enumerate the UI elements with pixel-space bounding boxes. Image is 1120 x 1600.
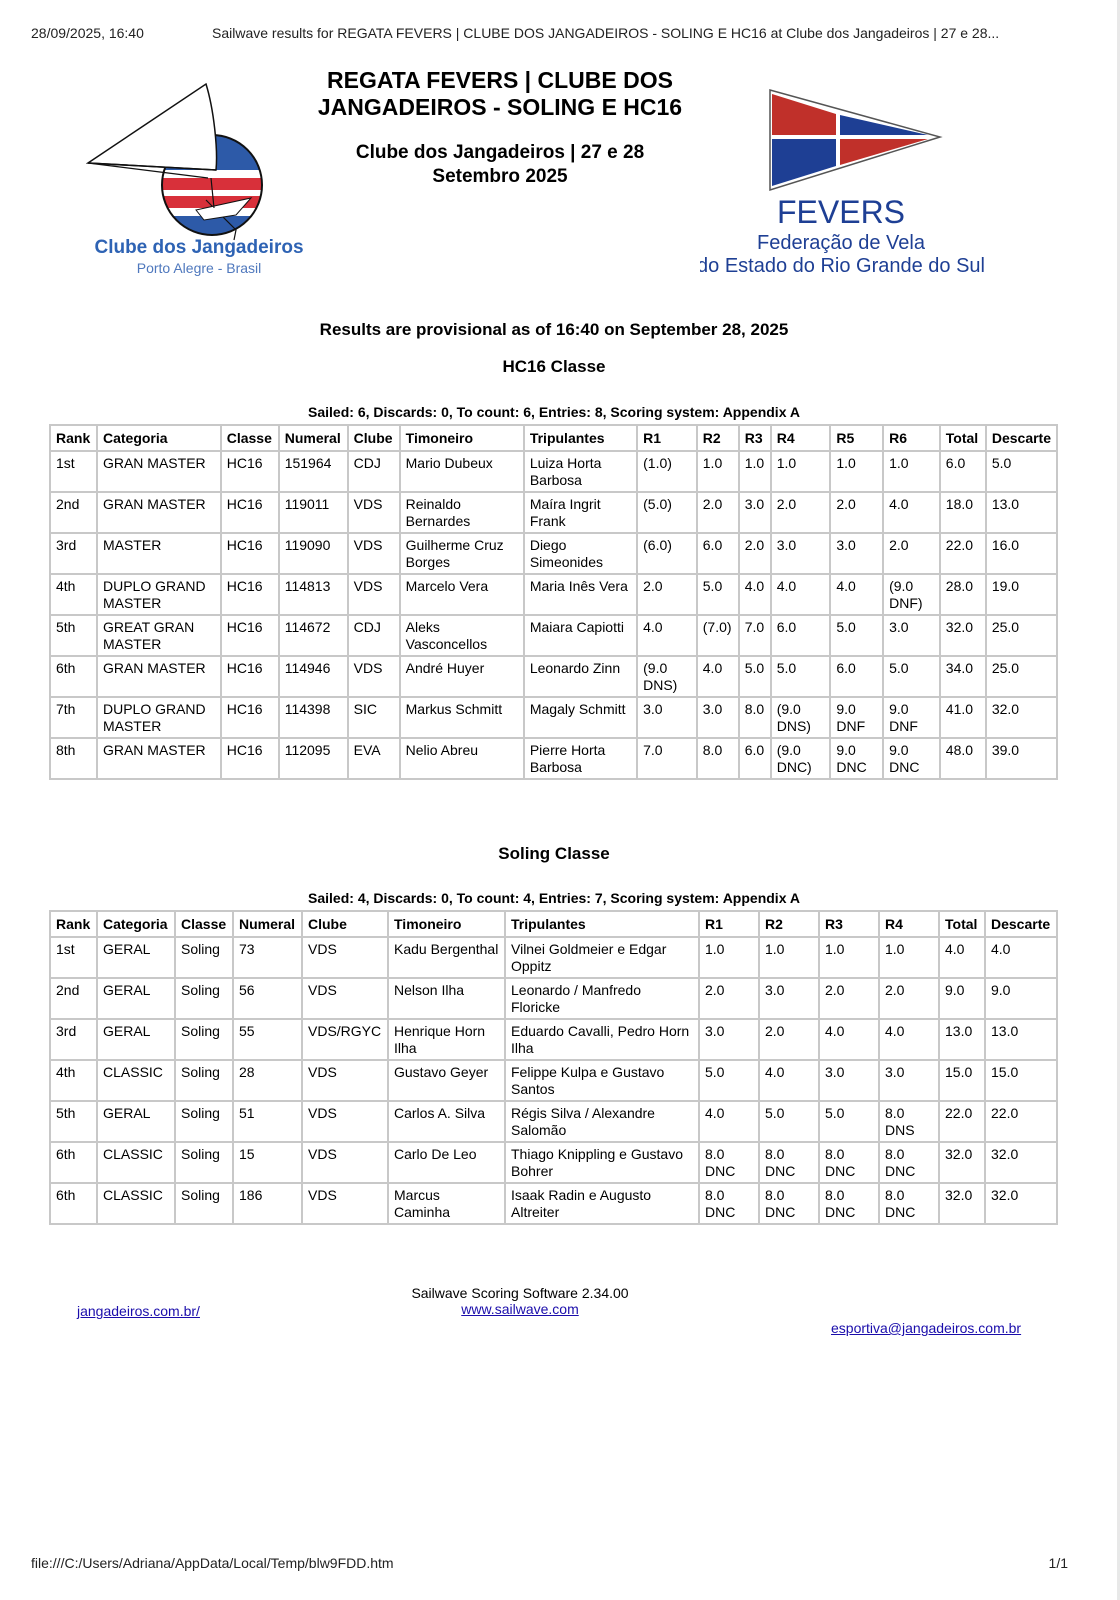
cell-clube: CDJ bbox=[348, 451, 400, 492]
cell-timoneiro: Guilherme Cruz Borges bbox=[400, 533, 524, 574]
col-rank: Rank bbox=[50, 911, 97, 937]
cell-numeral: 186 bbox=[233, 1183, 302, 1224]
cell-categoria: GREAT GRAN MASTER bbox=[97, 615, 221, 656]
cell-r3: 4.0 bbox=[819, 1019, 879, 1060]
cell-timoneiro: André Huyer bbox=[400, 656, 524, 697]
cell-r3: 8.0 bbox=[739, 697, 771, 738]
cell-classe: Soling bbox=[175, 1142, 233, 1183]
cell-clube: VDS bbox=[302, 1101, 388, 1142]
cell-descarte: 39.0 bbox=[986, 738, 1057, 779]
cell-categoria: GERAL bbox=[97, 1101, 175, 1142]
cell-tripulantes: Maria Inês Vera bbox=[524, 574, 637, 615]
cell-r2: 3.0 bbox=[697, 697, 739, 738]
cell-r4: 8.0 DNS bbox=[879, 1101, 939, 1142]
cell-classe: HC16 bbox=[221, 615, 279, 656]
cell-tripulantes: Leonardo / Manfredo Floricke bbox=[505, 978, 699, 1019]
cell-total: 13.0 bbox=[939, 1019, 985, 1060]
cell-r1: (1.0) bbox=[637, 451, 697, 492]
cell-tripulantes: Pierre Horta Barbosa bbox=[524, 738, 637, 779]
cell-tripulantes: Eduardo Cavalli, Pedro Horn Ilha bbox=[505, 1019, 699, 1060]
col-r2: R2 bbox=[759, 911, 819, 937]
cell-clube: VDS bbox=[348, 533, 400, 574]
cell-r4: (9.0 DNS) bbox=[771, 697, 831, 738]
cell-r2: 2.0 bbox=[697, 492, 739, 533]
cell-numeral: 51 bbox=[233, 1101, 302, 1142]
col-r4: R4 bbox=[879, 911, 939, 937]
cell-r4: 2.0 bbox=[771, 492, 831, 533]
cell-descarte: 19.0 bbox=[986, 574, 1057, 615]
cell-r3: 5.0 bbox=[739, 656, 771, 697]
cell-rank: 1st bbox=[50, 937, 97, 978]
col-timoneiro: Timoneiro bbox=[388, 911, 505, 937]
cell-numeral: 114672 bbox=[279, 615, 348, 656]
cell-r3: 6.0 bbox=[739, 738, 771, 779]
cell-numeral: 56 bbox=[233, 978, 302, 1019]
cell-tripulantes: Magaly Schmitt bbox=[524, 697, 637, 738]
cell-r3: 1.0 bbox=[739, 451, 771, 492]
cell-rank: 4th bbox=[50, 574, 97, 615]
table-header-row bbox=[50, 911, 1057, 937]
cell-r4: 1.0 bbox=[879, 937, 939, 978]
cell-r4: 4.0 bbox=[771, 574, 831, 615]
cell-r3: 8.0 DNC bbox=[819, 1183, 879, 1224]
cell-rank: 1st bbox=[50, 451, 97, 492]
col-tripulantes: Tripulantes bbox=[505, 911, 699, 937]
table-row bbox=[50, 656, 1057, 697]
cell-r2: 8.0 bbox=[697, 738, 739, 779]
cell-numeral: 73 bbox=[233, 937, 302, 978]
cell-categoria: MASTER bbox=[97, 533, 221, 574]
cell-r4: 6.0 bbox=[771, 615, 831, 656]
cell-total: 34.0 bbox=[940, 656, 986, 697]
cell-r3: 3.0 bbox=[819, 1060, 879, 1101]
email-link[interactable]: esportiva@jangadeiros.com.br bbox=[831, 1320, 1022, 1336]
cell-r1: 3.0 bbox=[637, 697, 697, 738]
cell-categoria: CLASSIC bbox=[97, 1183, 175, 1224]
cell-r2: 8.0 DNC bbox=[759, 1142, 819, 1183]
cell-timoneiro: Marcus Caminha bbox=[388, 1183, 505, 1224]
fevers-logo bbox=[700, 85, 1020, 285]
cell-tripulantes: Leonardo Zinn bbox=[524, 656, 637, 697]
provisional-notice: Results are provisional as of 16:40 on September 28, 2025 bbox=[319, 320, 789, 339]
col-r2: R2 bbox=[697, 425, 739, 451]
cell-r6: 2.0 bbox=[883, 533, 940, 574]
cell-descarte: 32.0 bbox=[986, 697, 1057, 738]
cell-r6: 5.0 bbox=[883, 656, 940, 697]
table-row bbox=[50, 1101, 1057, 1142]
cell-r4: 1.0 bbox=[771, 451, 831, 492]
cell-clube: SIC bbox=[348, 697, 400, 738]
cell-numeral: 114813 bbox=[279, 574, 348, 615]
col-r4: R4 bbox=[771, 425, 831, 451]
col-r3: R3 bbox=[739, 425, 771, 451]
table-row bbox=[50, 1060, 1057, 1101]
cell-r3: 7.0 bbox=[739, 615, 771, 656]
cell-r2: 5.0 bbox=[697, 574, 739, 615]
cell-clube: VDS bbox=[348, 574, 400, 615]
cell-classe: Soling bbox=[175, 1019, 233, 1060]
cell-r3: 5.0 bbox=[819, 1101, 879, 1142]
cell-descarte: 13.0 bbox=[985, 1019, 1057, 1060]
table-row bbox=[50, 451, 1057, 492]
club-website-link[interactable]: jangadeiros.com.br/ bbox=[77, 1303, 200, 1319]
cell-tripulantes: Thiago Knippling e Gustavo Bohrer bbox=[505, 1142, 699, 1183]
col-timoneiro: Timoneiro bbox=[400, 425, 524, 451]
col-rank: Rank bbox=[50, 425, 97, 451]
cell-classe: Soling bbox=[175, 937, 233, 978]
cell-r6: (9.0 DNF) bbox=[883, 574, 940, 615]
cell-descarte: 32.0 bbox=[985, 1183, 1057, 1224]
cell-total: 4.0 bbox=[939, 937, 985, 978]
cell-r6: 9.0 DNF bbox=[883, 697, 940, 738]
cell-total: 32.0 bbox=[940, 615, 986, 656]
cell-r2: 1.0 bbox=[759, 937, 819, 978]
cell-clube: VDS/RGYC bbox=[302, 1019, 388, 1060]
cell-timoneiro: Markus Schmitt bbox=[400, 697, 524, 738]
cell-categoria: DUPLO GRAND MASTER bbox=[97, 697, 221, 738]
col-r5: R5 bbox=[830, 425, 883, 451]
col-r3: R3 bbox=[819, 911, 879, 937]
hc16-section-title: HC16 Classe bbox=[502, 357, 606, 376]
cell-r2: 4.0 bbox=[697, 656, 739, 697]
cell-total: 32.0 bbox=[939, 1183, 985, 1224]
cell-r5: 9.0 DNF bbox=[830, 697, 883, 738]
cell-r3: 2.0 bbox=[819, 978, 879, 1019]
cell-numeral: 151964 bbox=[279, 451, 348, 492]
cell-total: 15.0 bbox=[939, 1060, 985, 1101]
cell-classe: HC16 bbox=[221, 492, 279, 533]
cell-numeral: 28 bbox=[233, 1060, 302, 1101]
table-row bbox=[50, 574, 1057, 615]
cell-r2: 1.0 bbox=[697, 451, 739, 492]
cell-clube: CDJ bbox=[348, 615, 400, 656]
cell-r6: 1.0 bbox=[883, 451, 940, 492]
cell-r5: 6.0 bbox=[830, 656, 883, 697]
cell-classe: Soling bbox=[175, 1060, 233, 1101]
col-clube: Clube bbox=[348, 425, 400, 451]
cell-categoria: GERAL bbox=[97, 1019, 175, 1060]
cell-tripulantes: Luiza Horta Barbosa bbox=[524, 451, 637, 492]
cell-descarte: 9.0 bbox=[985, 978, 1057, 1019]
cell-r1: 4.0 bbox=[637, 615, 697, 656]
cell-r4: 8.0 DNC bbox=[879, 1183, 939, 1224]
col-total: Total bbox=[940, 425, 986, 451]
cell-descarte: 32.0 bbox=[985, 1142, 1057, 1183]
svg-text:Federação de Vela: Federação de Vela bbox=[757, 232, 925, 254]
cell-r1: 7.0 bbox=[637, 738, 697, 779]
cell-timoneiro: Reinaldo Bernardes bbox=[400, 492, 524, 533]
cell-categoria: GRAN MASTER bbox=[97, 451, 221, 492]
cell-r5: 1.0 bbox=[830, 451, 883, 492]
col-numeral: Numeral bbox=[279, 425, 348, 451]
event-venue-dates: Clube dos Jangadeiros | 27 e 28 Setembro 2025 bbox=[355, 142, 645, 187]
cell-classe: HC16 bbox=[221, 574, 279, 615]
cell-tripulantes: Vilnei Goldmeier e Edgar Oppitz bbox=[505, 937, 699, 978]
cell-rank: 3rd bbox=[50, 533, 97, 574]
cell-total: 32.0 bbox=[939, 1142, 985, 1183]
cell-r3: 4.0 bbox=[739, 574, 771, 615]
cell-categoria: DUPLO GRAND MASTER bbox=[97, 574, 221, 615]
cell-total: 9.0 bbox=[939, 978, 985, 1019]
cell-timoneiro: Carlos A. Silva bbox=[388, 1101, 505, 1142]
col-tripulantes: Tripulantes bbox=[524, 425, 637, 451]
svg-text:FEVERS: FEVERS bbox=[776, 194, 906, 230]
cell-clube: VDS bbox=[302, 1060, 388, 1101]
cell-total: 18.0 bbox=[940, 492, 986, 533]
cell-classe: Soling bbox=[175, 1183, 233, 1224]
cell-total: 48.0 bbox=[940, 738, 986, 779]
print-header bbox=[31, 25, 1080, 43]
print-page-title: Sailwave results for REGATA FEVERS | CLUBE DOS JANGADEIROS - SOLING E HC16 at Clube dos Jangadeiros | 27 e 28... bbox=[212, 25, 1000, 41]
cell-rank: 5th bbox=[50, 615, 97, 656]
col-total: Total bbox=[939, 911, 985, 937]
col-r1: R1 bbox=[699, 911, 759, 937]
svg-text:Clube dos Jangadeiros: Clube dos Jangadeiros bbox=[94, 237, 304, 258]
cell-rank: 8th bbox=[50, 738, 97, 779]
cell-rank: 3rd bbox=[50, 1019, 97, 1060]
cell-r1: 2.0 bbox=[699, 978, 759, 1019]
cell-timoneiro: Kadu Bergenthal bbox=[388, 937, 505, 978]
cell-categoria: GERAL bbox=[97, 978, 175, 1019]
cell-timoneiro: Nelio Abreu bbox=[400, 738, 524, 779]
table-header-row bbox=[50, 425, 1057, 451]
cell-numeral: 119011 bbox=[279, 492, 348, 533]
cell-r4: 3.0 bbox=[771, 533, 831, 574]
svg-text:do Estado do Rio Grande do Sul: do Estado do Rio Grande do Sul bbox=[700, 255, 985, 277]
cell-r2: 3.0 bbox=[759, 978, 819, 1019]
cell-categoria: CLASSIC bbox=[97, 1142, 175, 1183]
fevers-pennant-flag-icon bbox=[700, 85, 1020, 285]
cell-classe: HC16 bbox=[221, 656, 279, 697]
cell-rank: 6th bbox=[50, 656, 97, 697]
cell-r4: 4.0 bbox=[879, 1019, 939, 1060]
col-categoria: Categoria bbox=[97, 425, 221, 451]
table-row bbox=[50, 1019, 1057, 1060]
cell-total: 41.0 bbox=[940, 697, 986, 738]
cell-descarte: 22.0 bbox=[985, 1101, 1057, 1142]
cell-numeral: 119090 bbox=[279, 533, 348, 574]
table-row bbox=[50, 492, 1057, 533]
soling-results-table bbox=[49, 910, 1058, 1225]
cell-r4: 8.0 DNC bbox=[879, 1142, 939, 1183]
hc16-summary: Sailed: 6, Discards: 0, To count: 6, Entries: 8, Scoring system: Appendix A bbox=[308, 404, 800, 420]
soling-section-title: Soling Classe bbox=[498, 844, 610, 863]
cell-clube: EVA bbox=[348, 738, 400, 779]
event-title: REGATA FEVERS | CLUBE DOS JANGADEIROS - SOLING E HC16 bbox=[317, 67, 683, 120]
col-classe: Classe bbox=[221, 425, 279, 451]
cell-total: 28.0 bbox=[940, 574, 986, 615]
file-path: file:///C:/Users/Adriana/AppData/Local/Temp/blw9FDD.htm bbox=[31, 1555, 394, 1571]
cell-clube: VDS bbox=[302, 978, 388, 1019]
cell-r1: 8.0 DNC bbox=[699, 1142, 759, 1183]
cell-timoneiro: Nelson Ilha bbox=[388, 978, 505, 1019]
cell-r6: 4.0 bbox=[883, 492, 940, 533]
table-row bbox=[50, 978, 1057, 1019]
cell-descarte: 25.0 bbox=[986, 656, 1057, 697]
cell-r5: 4.0 bbox=[830, 574, 883, 615]
cell-r6: 3.0 bbox=[883, 615, 940, 656]
cell-timoneiro: Henrique Horn Ilha bbox=[388, 1019, 505, 1060]
cell-r2: 2.0 bbox=[759, 1019, 819, 1060]
cell-classe: Soling bbox=[175, 1101, 233, 1142]
cell-total: 22.0 bbox=[940, 533, 986, 574]
cell-classe: HC16 bbox=[221, 697, 279, 738]
cell-descarte: 4.0 bbox=[985, 937, 1057, 978]
cell-r2: 5.0 bbox=[759, 1101, 819, 1142]
col-clube: Clube bbox=[302, 911, 388, 937]
cell-clube: VDS bbox=[302, 937, 388, 978]
table-row bbox=[50, 615, 1057, 656]
cell-rank: 6th bbox=[50, 1183, 97, 1224]
table-row bbox=[50, 738, 1057, 779]
cell-r5: 5.0 bbox=[830, 615, 883, 656]
cell-timoneiro: Marcelo Vera bbox=[400, 574, 524, 615]
cell-r5: 9.0 DNC bbox=[830, 738, 883, 779]
cell-r1: (5.0) bbox=[637, 492, 697, 533]
table-row bbox=[50, 1142, 1057, 1183]
cell-classe: HC16 bbox=[221, 738, 279, 779]
cell-r2: (7.0) bbox=[697, 615, 739, 656]
cell-clube: VDS bbox=[348, 492, 400, 533]
col-r1: R1 bbox=[637, 425, 697, 451]
cell-r2: 8.0 DNC bbox=[759, 1183, 819, 1224]
sailwave-link[interactable]: www.sailwave.com bbox=[461, 1301, 579, 1317]
cell-categoria: GRAN MASTER bbox=[97, 656, 221, 697]
cell-r5: 3.0 bbox=[830, 533, 883, 574]
cell-numeral: 15 bbox=[233, 1142, 302, 1183]
cell-rank: 5th bbox=[50, 1101, 97, 1142]
cell-categoria: GRAN MASTER bbox=[97, 738, 221, 779]
cell-timoneiro: Carlo De Leo bbox=[388, 1142, 505, 1183]
col-descarte: Descarte bbox=[985, 911, 1057, 937]
cell-r3: 2.0 bbox=[739, 533, 771, 574]
cell-numeral: 114946 bbox=[279, 656, 348, 697]
cell-timoneiro: Gustavo Geyer bbox=[388, 1060, 505, 1101]
cell-tripulantes: Diego Simeonides bbox=[524, 533, 637, 574]
cell-descarte: 5.0 bbox=[986, 451, 1057, 492]
cell-r3: 3.0 bbox=[739, 492, 771, 533]
cell-r5: 2.0 bbox=[830, 492, 883, 533]
col-categoria: Categoria bbox=[97, 911, 175, 937]
cell-r1: (6.0) bbox=[637, 533, 697, 574]
cell-r1: 8.0 DNC bbox=[699, 1183, 759, 1224]
cell-r4: 2.0 bbox=[879, 978, 939, 1019]
cell-tripulantes: Maíra Ingrit Frank bbox=[524, 492, 637, 533]
cell-r1: 3.0 bbox=[699, 1019, 759, 1060]
col-descarte: Descarte bbox=[986, 425, 1057, 451]
cell-total: 22.0 bbox=[939, 1101, 985, 1142]
cell-classe: HC16 bbox=[221, 533, 279, 574]
table-row bbox=[50, 937, 1057, 978]
cell-r1: (9.0 DNS) bbox=[637, 656, 697, 697]
cell-r1: 1.0 bbox=[699, 937, 759, 978]
cell-r3: 8.0 DNC bbox=[819, 1142, 879, 1183]
hc16-results-table bbox=[49, 424, 1058, 780]
cell-rank: 7th bbox=[50, 697, 97, 738]
cell-total: 6.0 bbox=[940, 451, 986, 492]
cell-rank: 6th bbox=[50, 1142, 97, 1183]
cell-tripulantes: Felippe Kulpa e Gustavo Santos bbox=[505, 1060, 699, 1101]
cell-clube: VDS bbox=[302, 1183, 388, 1224]
cell-categoria: GRAN MASTER bbox=[97, 492, 221, 533]
event-title-block bbox=[310, 67, 690, 189]
cell-descarte: 16.0 bbox=[986, 533, 1057, 574]
table-row bbox=[50, 1183, 1057, 1224]
cell-r6: 9.0 DNC bbox=[883, 738, 940, 779]
cell-numeral: 112095 bbox=[279, 738, 348, 779]
cell-tripulantes: Isaak Radin e Augusto Altreiter bbox=[505, 1183, 699, 1224]
cell-descarte: 25.0 bbox=[986, 615, 1057, 656]
cell-categoria: GERAL bbox=[97, 937, 175, 978]
col-numeral: Numeral bbox=[233, 911, 302, 937]
cell-rank: 2nd bbox=[50, 492, 97, 533]
cell-r1: 2.0 bbox=[637, 574, 697, 615]
cell-descarte: 15.0 bbox=[985, 1060, 1057, 1101]
cell-classe: HC16 bbox=[221, 451, 279, 492]
cell-r2: 4.0 bbox=[759, 1060, 819, 1101]
cell-descarte: 13.0 bbox=[986, 492, 1057, 533]
cell-clube: VDS bbox=[302, 1142, 388, 1183]
col-classe: Classe bbox=[175, 911, 233, 937]
clube-dos-jangadeiros-logo bbox=[86, 80, 316, 285]
page-number: 1/1 bbox=[1048, 1555, 1068, 1571]
cell-r2: 6.0 bbox=[697, 533, 739, 574]
cell-r1: 4.0 bbox=[699, 1101, 759, 1142]
print-datetime: 28/09/2025, 16:40 bbox=[31, 25, 144, 41]
cell-tripulantes: Maiara Capiotti bbox=[524, 615, 637, 656]
cell-tripulantes: Régis Silva / Alexandre Salomão bbox=[505, 1101, 699, 1142]
cell-r4: 5.0 bbox=[771, 656, 831, 697]
cell-r3: 1.0 bbox=[819, 937, 879, 978]
jangada-sailboat-icon bbox=[86, 80, 316, 285]
cell-classe: Soling bbox=[175, 978, 233, 1019]
col-r6: R6 bbox=[883, 425, 940, 451]
soling-summary: Sailed: 4, Discards: 0, To count: 4, Entries: 7, Scoring system: Appendix A bbox=[308, 890, 800, 906]
cell-r1: 5.0 bbox=[699, 1060, 759, 1101]
svg-text:Porto Alegre - Brasil: Porto Alegre - Brasil bbox=[136, 260, 262, 276]
cell-timoneiro: Aleks Vasconcellos bbox=[400, 615, 524, 656]
cell-numeral: 114398 bbox=[279, 697, 348, 738]
cell-timoneiro: Mario Dubeux bbox=[400, 451, 524, 492]
cell-categoria: CLASSIC bbox=[97, 1060, 175, 1101]
cell-r4: 3.0 bbox=[879, 1060, 939, 1101]
table-row bbox=[50, 697, 1057, 738]
cell-rank: 2nd bbox=[50, 978, 97, 1019]
software-version: Sailwave Scoring Software 2.34.00 bbox=[411, 1285, 629, 1301]
cell-rank: 4th bbox=[50, 1060, 97, 1101]
cell-numeral: 55 bbox=[233, 1019, 302, 1060]
cell-r4: (9.0 DNC) bbox=[771, 738, 831, 779]
cell-clube: VDS bbox=[348, 656, 400, 697]
table-row bbox=[50, 533, 1057, 574]
